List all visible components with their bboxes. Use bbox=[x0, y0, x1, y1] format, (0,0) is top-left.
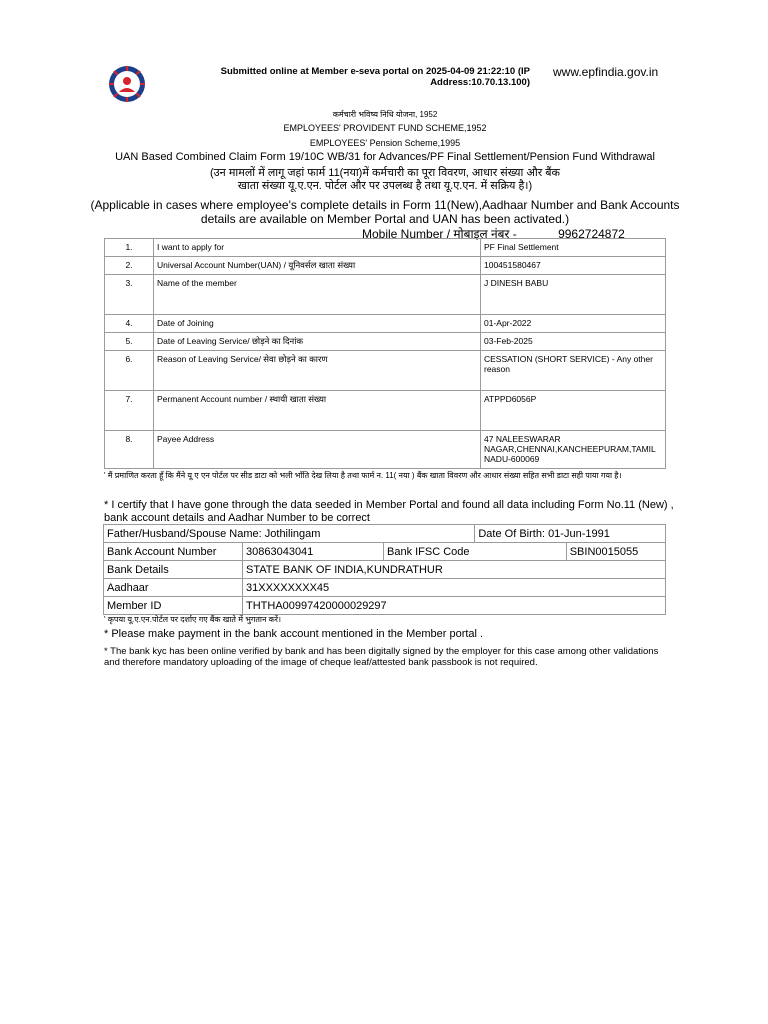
row-label: Payee Address bbox=[154, 431, 481, 469]
row-label: Date of Joining bbox=[154, 315, 481, 333]
dob-value: 01-Jun-1991 bbox=[548, 527, 610, 540]
bank-details-table bbox=[103, 524, 666, 615]
payment-note: * Please make payment in the bank account mentioned in the Member portal . bbox=[104, 628, 484, 640]
mobile-value: 9962724872 bbox=[558, 227, 625, 241]
kyc-note: * The bank kyc has been online verified by bank and has been digitally signed by the employer for this case among other validations and therefore mandatory uploading of the image of cheque leaf/attested bank passbook is not required. bbox=[104, 646, 659, 668]
father-name-cell bbox=[104, 525, 475, 543]
epfo-logo-icon bbox=[107, 64, 147, 104]
applicability-note: (Applicable in cases where employee's complete details in Form 11(New),Aadhaar Number and Bank Accounts details are available on Member Portal and UAN has been activated.) bbox=[90, 198, 680, 226]
account-label: Bank Account Number bbox=[104, 543, 243, 561]
form-title: UAN Based Combined Claim Form 19/10C WB/31 for Advances/PF Final Settlement/Pension Fund Withdrawal bbox=[115, 151, 655, 163]
account-value: 30863043041 bbox=[243, 543, 384, 561]
dob-cell bbox=[475, 525, 666, 543]
table-row bbox=[105, 431, 666, 469]
row-label: Reason of Leaving Service/ सेवा छोड़ने का कारण bbox=[154, 351, 481, 391]
table-row bbox=[104, 543, 666, 561]
table-row bbox=[105, 351, 666, 391]
table-row bbox=[104, 597, 666, 615]
row-value: 01-Apr-2022 bbox=[481, 315, 666, 333]
row-label: Name of the member bbox=[154, 275, 481, 315]
member-id-value: THTHA00997420000029297 bbox=[243, 597, 666, 615]
ifsc-value: SBIN0015055 bbox=[566, 543, 665, 561]
row-number: 8. bbox=[105, 431, 154, 469]
claim-details-table bbox=[104, 238, 666, 469]
table-row bbox=[105, 333, 666, 351]
ifsc-label: Bank IFSC Code bbox=[384, 543, 567, 561]
row-number: 4. bbox=[105, 315, 154, 333]
table-row bbox=[104, 579, 666, 597]
member-id-label: Member ID bbox=[104, 597, 243, 615]
row-number: 1. bbox=[105, 239, 154, 257]
bank-details-label: Bank Details bbox=[104, 561, 243, 579]
row-value: ATPPD6056P bbox=[481, 391, 666, 431]
row-value: 47 NALEESWARAR NAGAR,CHENNAI,KANCHEEPURAM,TAMIL NADU-600069 bbox=[481, 431, 666, 469]
dob-label: Date Of Birth: bbox=[478, 527, 545, 540]
row-label: Universal Account Number(UAN) / यूनिवर्सल खाता संख्या bbox=[154, 257, 481, 275]
bank-details-value: STATE BANK OF INDIA,KUNDRATHUR bbox=[243, 561, 666, 579]
hindi-declaration: ' मैं प्रमाणित करता हूँ कि मैंने यू ए एन पोर्टल पर सीड डाटा को भली भाँति देख लिया है तथा फार्म न. 11( नया ) बैंक खाता विवरण और आधार संख्या सहित सभी डाटा सही पाया गया है। bbox=[104, 471, 622, 480]
table-row bbox=[105, 239, 666, 257]
row-value: PF Final Settlement bbox=[481, 239, 666, 257]
row-label: Date of Leaving Service/ छोड़ने का दिनांक bbox=[154, 333, 481, 351]
row-number: 7. bbox=[105, 391, 154, 431]
epf-scheme-title: EMPLOYEES' PROVIDENT FUND SCHEME,1952 bbox=[283, 123, 487, 133]
row-value: CESSATION (SHORT SERVICE) - Any other reason bbox=[481, 351, 666, 391]
row-label: Permanent Account number / स्थायी खाता संख्या bbox=[154, 391, 481, 431]
pension-scheme-title: EMPLOYEES' Pension Scheme,1995 bbox=[309, 138, 461, 148]
mobile-label: Mobile Number / मोबाइल नंबर - bbox=[362, 227, 517, 241]
hindi-scheme-title: कर्मचारी भविष्य निधि योजना, 1952 bbox=[332, 110, 438, 119]
father-value: Jothilingam bbox=[264, 527, 321, 540]
table-row bbox=[105, 315, 666, 333]
table-row bbox=[104, 561, 666, 579]
table-row bbox=[104, 525, 666, 543]
table-row bbox=[105, 391, 666, 431]
row-number: 5. bbox=[105, 333, 154, 351]
aadhaar-value: 31XXXXXXXX45 bbox=[243, 579, 666, 597]
row-number: 6. bbox=[105, 351, 154, 391]
table-row bbox=[105, 275, 666, 315]
row-number: 2. bbox=[105, 257, 154, 275]
certification-statement: * I certify that I have gone through the data seeded in Member Portal and found all data including Form No.11 (New) , bank account details and Aadhar Number to be correct bbox=[104, 499, 674, 524]
row-value: J DINESH BABU bbox=[481, 275, 666, 315]
hindi-applicability-note: (उन मामलों में लागू जहां फार्म 11(नया)में कर्मचारी का पूरा विवरण, आधार संख्या और बैंक खाता संख्या यू.ए.एन. पोर्टल और पर उपलब्ध है तथा यू.ए.एन. में सक्रिय है।) bbox=[209, 167, 560, 192]
website-link[interactable]: www.epfindia.gov.in bbox=[553, 65, 659, 79]
aadhaar-label: Aadhaar bbox=[104, 579, 243, 597]
hindi-payment-note: ' कृपया यू.ए.एन.पोर्टल पर दर्शाए गए बैंक खाते में भुगतान करें। bbox=[104, 615, 282, 624]
row-number: 3. bbox=[105, 275, 154, 315]
row-value: 100451580467 bbox=[481, 257, 666, 275]
row-label: I want to apply for bbox=[154, 239, 481, 257]
table-row bbox=[105, 257, 666, 275]
row-value: 03-Feb-2025 bbox=[481, 333, 666, 351]
submission-info: Submitted online at Member e-seva portal on 2025-04-09 21:22:10 (IP Address:10.70.13.100) bbox=[220, 66, 530, 88]
father-label: Father/Husband/Spouse Name: bbox=[107, 527, 262, 540]
